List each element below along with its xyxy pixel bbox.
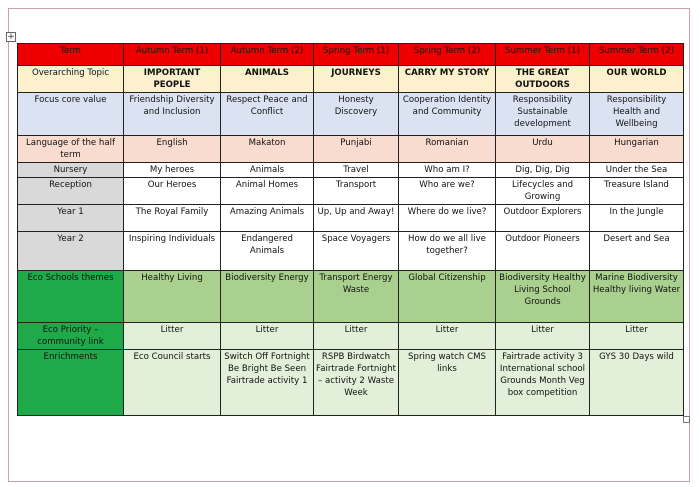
header-autumn-2: Autumn Term (2) [221,44,314,66]
cell: How do we all live together? [399,232,496,270]
cell: Litter [590,322,684,349]
cell: JOURNEYS [314,66,399,93]
header-autumn-1: Autumn Term (1) [124,44,221,66]
header-term: Term [18,44,124,66]
cell: Punjabi [314,136,399,163]
cell: Transport Energy Waste [314,270,399,322]
table-row [18,349,684,415]
cell: Respect Peace and Conflict [221,93,314,136]
cell: Biodiversity Energy [221,270,314,322]
table-row [18,205,684,232]
cell: Outdoor Pioneers [496,232,590,270]
cell: Switch Off Fortnight Be Bright Be Seen Fairtrade activity 1 [221,349,314,415]
cell: Makaton [221,136,314,163]
cell: In the Jungle [590,205,684,232]
cell: Under the Sea [590,163,684,178]
cell: GYS 30 Days wild [590,349,684,415]
row-label-eco: Eco Schools themes [18,270,124,322]
cell: Litter [221,322,314,349]
cell: Honesty Discovery [314,93,399,136]
cell: Global Citizenship [399,270,496,322]
row-label-year1: Year 1 [18,205,124,232]
cell: Transport [314,178,399,205]
row-label-enrich: Enrichments [18,349,124,415]
cell: CARRY MY STORY [399,66,496,93]
table-row [18,136,684,163]
cell: Animal Homes [221,178,314,205]
cell: Desert and Sea [590,232,684,270]
cell: Litter [124,322,221,349]
cell: Lifecycles and Growing [496,178,590,205]
cell: Outdoor Explorers [496,205,590,232]
cell: Endangered Animals [221,232,314,270]
cell: Who am I? [399,163,496,178]
header-spring-1: Spring Term (1) [314,44,399,66]
table-row [18,163,684,178]
table-row [18,93,684,136]
cell: Our Heroes [124,178,221,205]
cell: The Royal Family [124,205,221,232]
row-label-year2: Year 2 [18,232,124,270]
cell: RSPB Birdwatch Fairtrade Fortnight – activity 2 Waste Week [314,349,399,415]
cell: Animals [221,163,314,178]
row-label-reception: Reception [18,178,124,205]
header-summer-1: Summer Term (1) [496,44,590,66]
table-row [18,322,684,349]
cell: Inspiring Individuals [124,232,221,270]
header-spring-2: Spring Term (2) [399,44,496,66]
cell: Litter [399,322,496,349]
row-label-topic: Overarching Topic [18,66,124,93]
cell: Fairtrade activity 3 International school Grounds Month Veg box competition [496,349,590,415]
cell: OUR WORLD [590,66,684,93]
header-summer-2: Summer Term (2) [590,44,684,66]
table-row [18,178,684,205]
cell: Up, Up and Away! [314,205,399,232]
table-move-handle-icon[interactable]: + [7,32,15,42]
cell: Treasure Island [590,178,684,205]
cell: My heroes [124,163,221,178]
row-label-language: Language of the half term [18,136,124,163]
header-row [18,44,684,66]
row-label-value: Focus core value [18,93,124,136]
table-resize-handle[interactable] [683,416,690,423]
table-row [18,270,684,322]
cell: Responsibility Sustainable development [496,93,590,136]
cell: Dig, Dig, Dig [496,163,590,178]
table-row [18,66,684,93]
cell: Hungarian [590,136,684,163]
cell: Cooperation Identity and Community [399,93,496,136]
cell: Urdu [496,136,590,163]
curriculum-table [17,43,684,416]
cell: Space Voyagers [314,232,399,270]
cell: Amazing Animals [221,205,314,232]
cell: Eco Council starts [124,349,221,415]
cell: Travel [314,163,399,178]
cell: Where do we live? [399,205,496,232]
cell: Marine Biodiversity Healthy living Water [590,270,684,322]
cell: Litter [496,322,590,349]
cell: THE GREAT OUTDOORS [496,66,590,93]
table-row [18,232,684,270]
cell: Friendship Diversity and Inclusion [124,93,221,136]
cell: ANIMALS [221,66,314,93]
cell: English [124,136,221,163]
cell: Spring watch CMS links [399,349,496,415]
cell: Litter [314,322,399,349]
cell: IMPORTANT PEOPLE [124,66,221,93]
cell: Biodiversity Healthy Living School Grounds [496,270,590,322]
row-label-nursery: Nursery [18,163,124,178]
cell: Who are we? [399,178,496,205]
cell: Healthy Living [124,270,221,322]
cell: Responsibility Health and Wellbeing [590,93,684,136]
cell: Romanian [399,136,496,163]
row-label-priority: Eco Priority – community link [18,322,124,349]
